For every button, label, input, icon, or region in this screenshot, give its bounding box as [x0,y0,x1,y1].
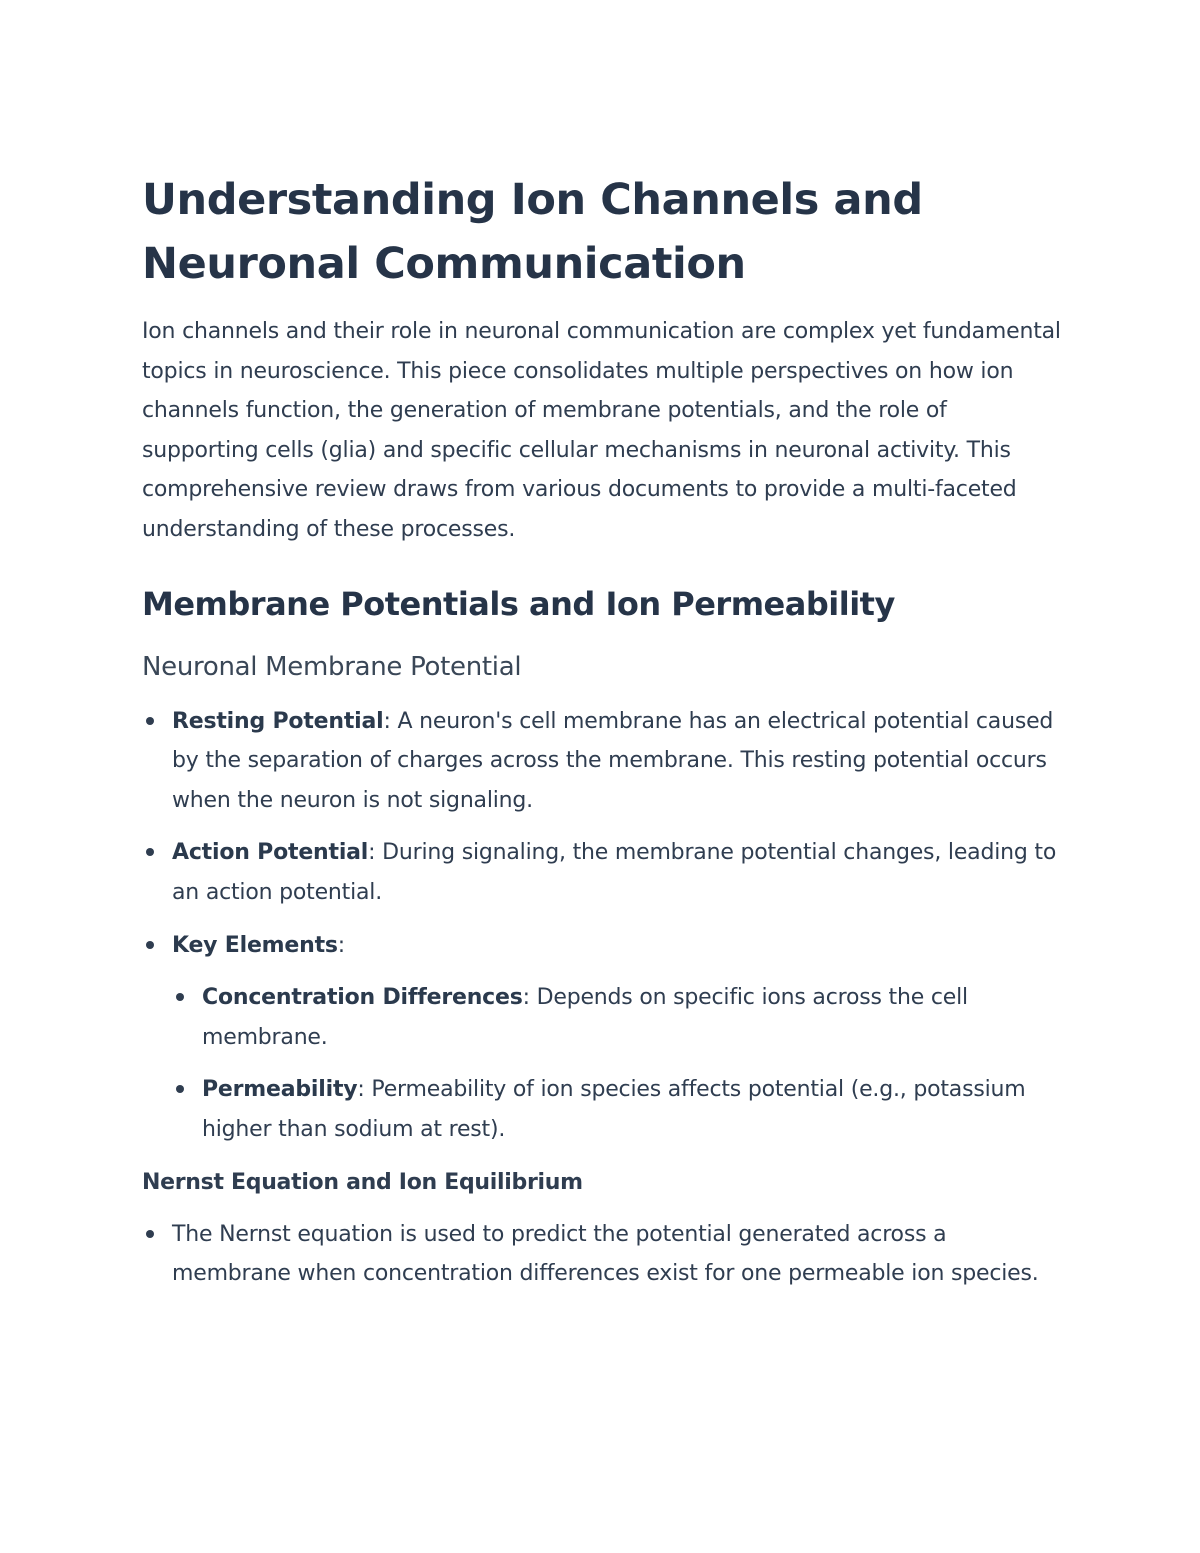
bullet-icon [146,941,154,949]
sublist-item-permeability [172,1070,1062,1149]
bullet-icon [176,993,184,1001]
membrane-potential-list [142,702,1062,1150]
list-item-resting-potential [142,702,1062,821]
intro-paragraph: Ion channels and their role in neuronal communication are complex yet fundamental topics in neuroscience. This piece consolidates multiple perspectives on how ion channels function, the generation of membrane potentials, and the role of supporting cells (glia) and specific cellular mechanisms in neuronal activity. This comprehensive review draws from various documents to provide a multi-faceted understanding of these processes. [142,319,1061,542]
item-text: : During signaling, the membrane potential changes, leading to an action potential. [172,840,1057,905]
bullet-icon [146,1230,154,1238]
item-text: The Nernst equation is used to predict the potential generated across a membrane when concentration differences exist for one permeable ion species. [172,1221,1039,1287]
bullet-icon [146,848,154,856]
term-label: Key Elements [172,932,338,958]
document-page [142,168,1062,1307]
section-heading-membrane-potentials: Membrane Potentials and Ion Permeability [142,584,895,623]
document-title: Understanding Ion Channels and Neuronal Communication [142,175,923,289]
subsection-heading-nernst-equation: Nernst Equation and Ion Equilibrium [142,1169,583,1195]
term-label: Permeability [202,1077,358,1103]
term-label: Concentration Differences [202,985,523,1011]
key-elements-sublist [172,978,1062,1149]
sublist-item-concentration-differences [172,978,1062,1057]
list-item-action-potential [142,833,1062,912]
list-item-key-elements [142,926,1062,1150]
bullet-icon [146,717,154,725]
item-text: : Permeability of ion species affects potential (e.g., potassium higher than sodium at rest). [202,1077,1026,1142]
term-label: Action Potential [172,840,369,866]
item-text: : [337,932,346,958]
list-item-nernst-equation [142,1215,1062,1294]
bullet-icon [176,1085,184,1093]
item-text: : Depends on specific ions across the cell membrane. [202,985,968,1050]
nernst-list [142,1215,1062,1294]
term-label: Resting Potential [172,708,384,734]
subsection-heading-neuronal-membrane-potential: Neuronal Membrane Potential [142,651,522,682]
item-text: : A neuron's cell membrane has an electrical potential caused by the separation of charges across the membrane. This resting potential occurs when the neuron is not signaling. [172,708,1054,813]
